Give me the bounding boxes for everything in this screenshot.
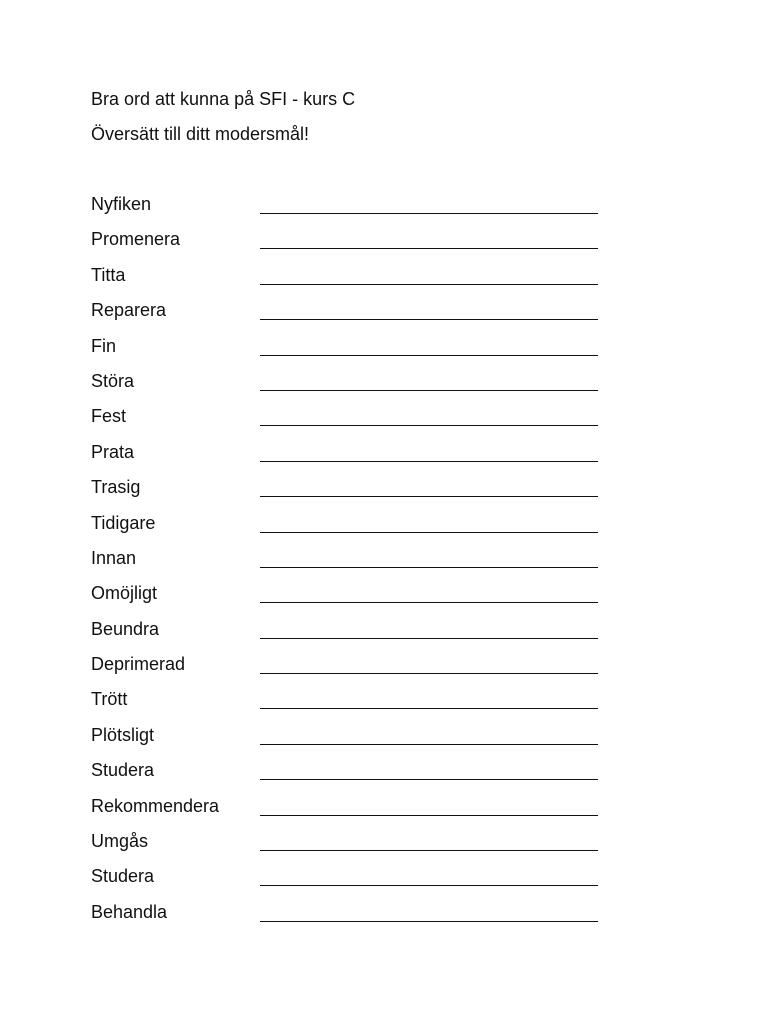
vocabulary-word: Studera bbox=[91, 866, 155, 887]
vocabulary-word: Fin bbox=[91, 335, 117, 356]
vocabulary-word: Behandla bbox=[91, 901, 168, 922]
vocabulary-word: Omöjligt bbox=[91, 583, 158, 604]
translation-blank-line[interactable] bbox=[260, 602, 598, 603]
translation-blank-line[interactable] bbox=[260, 779, 598, 780]
vocabulary-word: Tidigare bbox=[91, 512, 156, 533]
translation-blank-line[interactable] bbox=[260, 708, 598, 709]
translation-blank-line[interactable] bbox=[260, 638, 598, 639]
translation-blank-line[interactable] bbox=[260, 921, 598, 922]
vocabulary-row bbox=[0, 829, 768, 864]
vocabulary-row bbox=[0, 192, 768, 227]
vocabulary-word: Reparera bbox=[91, 300, 167, 321]
vocabulary-row bbox=[0, 687, 768, 722]
vocabulary-row bbox=[0, 546, 768, 581]
translation-blank-line[interactable] bbox=[260, 319, 598, 320]
translation-blank-line[interactable] bbox=[260, 390, 598, 391]
vocabulary-row bbox=[0, 652, 768, 687]
vocabulary-row bbox=[0, 900, 768, 935]
translation-blank-line[interactable] bbox=[260, 284, 598, 285]
translation-blank-line[interactable] bbox=[260, 744, 598, 745]
vocabulary-row bbox=[0, 475, 768, 510]
vocabulary-word: Titta bbox=[91, 264, 126, 285]
vocabulary-row bbox=[0, 440, 768, 475]
vocabulary-word: Studera bbox=[91, 760, 155, 781]
vocabulary-row bbox=[0, 369, 768, 404]
vocabulary-word: Deprimerad bbox=[91, 654, 186, 675]
vocabulary-word: Plötsligt bbox=[91, 724, 155, 745]
translation-blank-line[interactable] bbox=[260, 496, 598, 497]
translation-blank-line[interactable] bbox=[260, 815, 598, 816]
translation-blank-line[interactable] bbox=[260, 248, 598, 249]
vocabulary-word: Fest bbox=[91, 406, 127, 427]
vocabulary-row bbox=[0, 723, 768, 758]
vocabulary-word: Trött bbox=[91, 689, 128, 710]
vocabulary-row bbox=[0, 404, 768, 439]
worksheet-instruction: Översätt till ditt modersmål! bbox=[91, 124, 310, 144]
vocabulary-word: Promenera bbox=[91, 229, 181, 250]
vocabulary-row bbox=[0, 511, 768, 546]
vocabulary-word: Trasig bbox=[91, 477, 141, 498]
worksheet-title: Bra ord att kunna på SFI - kurs C bbox=[91, 89, 356, 109]
vocabulary-word: Umgås bbox=[91, 831, 149, 852]
translation-blank-line[interactable] bbox=[260, 355, 598, 356]
vocabulary-word: Störa bbox=[91, 370, 135, 391]
vocabulary-word: Prata bbox=[91, 441, 135, 462]
vocabulary-word: Innan bbox=[91, 547, 137, 568]
vocabulary-row bbox=[0, 298, 768, 333]
translation-blank-line[interactable] bbox=[260, 885, 598, 886]
translation-blank-line[interactable] bbox=[260, 673, 598, 674]
vocabulary-word: Rekommendera bbox=[91, 795, 220, 816]
translation-blank-line[interactable] bbox=[260, 850, 598, 851]
translation-blank-line[interactable] bbox=[260, 425, 598, 426]
vocabulary-word: Beundra bbox=[91, 618, 160, 639]
vocabulary-list bbox=[0, 192, 768, 935]
translation-blank-line[interactable] bbox=[260, 567, 598, 568]
translation-blank-line[interactable] bbox=[260, 461, 598, 462]
vocabulary-row bbox=[0, 227, 768, 262]
translation-blank-line[interactable] bbox=[260, 213, 598, 214]
translation-blank-line[interactable] bbox=[260, 532, 598, 533]
vocabulary-row bbox=[0, 617, 768, 652]
vocabulary-row bbox=[0, 794, 768, 829]
vocabulary-row bbox=[0, 581, 768, 616]
vocabulary-row bbox=[0, 758, 768, 793]
vocabulary-row bbox=[0, 263, 768, 298]
vocabulary-row bbox=[0, 864, 768, 899]
vocabulary-row bbox=[0, 334, 768, 369]
vocabulary-word: Nyfiken bbox=[91, 194, 152, 214]
